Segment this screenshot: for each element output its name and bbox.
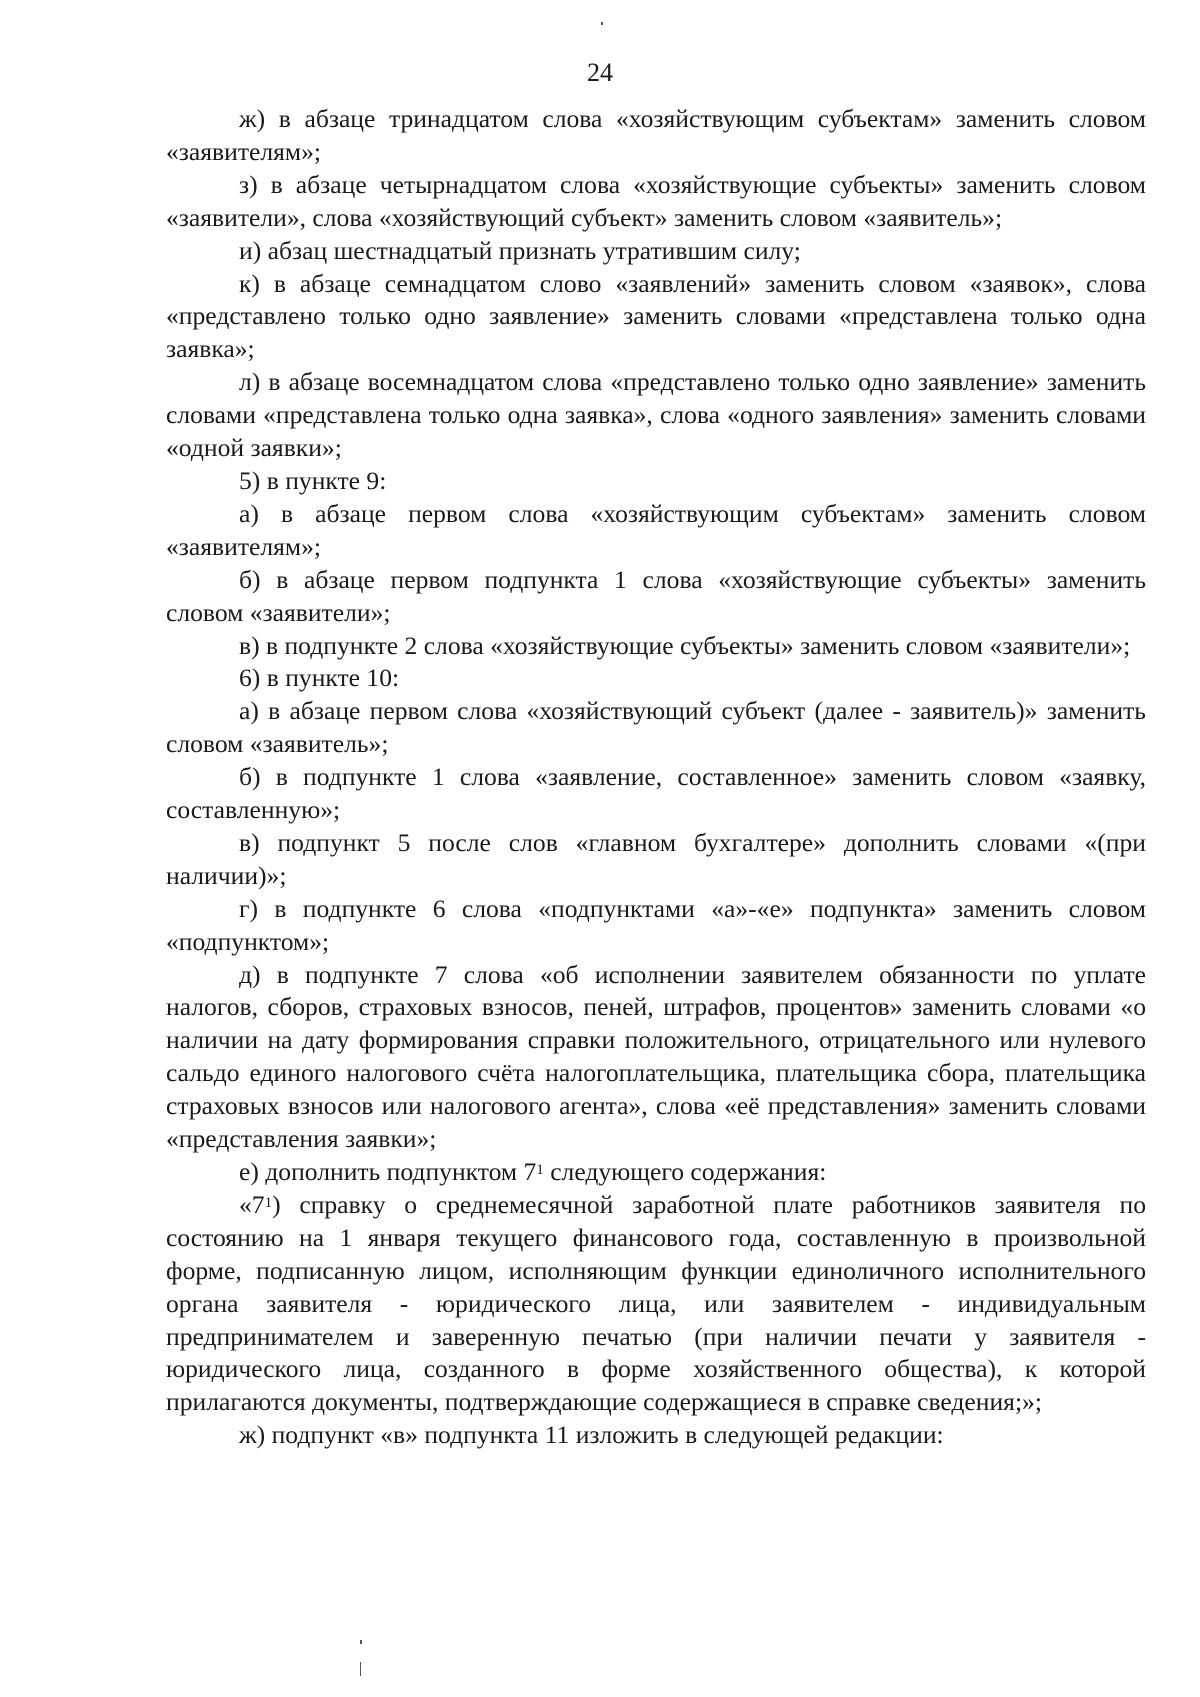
paragraph: ж) в абзаце тринадцатом слова «хозяйствующим субъектам» заменить словом «заявителям»; [166, 104, 1146, 166]
paragraph: а) в абзаце первом слова «хозяйствующий субъект (далее - заявитель)» заменить словом «заявитель»; [166, 696, 1146, 759]
paragraph: в) в подпункте 2 слова «хозяйствующие субъекты» заменить словом «заявители»; [239, 630, 1131, 660]
paragraph-e-text: е) дополнить подпунктом 7 [239, 1157, 537, 1186]
page-number: 24 [587, 58, 613, 87]
paragraph: з) в абзаце четырнадцатом слова «хозяйствующие субъекты» заменить словом «заявители», слова «хозяйствующий субъект» заменить словом «заявитель»; [166, 169, 1146, 232]
scan-mark [601, 22, 603, 25]
paragraph: г) в подпункте 6 слова «подпунктами «а»-«е» подпункта» заменить словом «подпунктом»; [166, 893, 1146, 956]
paragraph: 6) в пункте 10: [239, 663, 400, 693]
paragraph: д) в подпункте 7 слова «об исполнении заявителем обязанности по уплате налогов, сборов, страховых взносов, пеней, штрафов, процентов» заменить словами «о наличии на дату формирования справки положительного, отрицательного или нулевого сальдо единого налогового счёта налогоплательщика, плательщика сбора, плательщика страховых взносов или налогового агента», слова «её представления» заменить словами «представления заявки»; [166, 959, 1146, 1154]
paragraph: б) в абзаце первом подпункта 1 слова «хозяйствующие субъекты» заменить словом «заявители»; [166, 564, 1146, 627]
superscript: 1 [264, 1194, 273, 1211]
quoted-text: ) справку о среднемесячной заработной плате работников заявителя по состоянию на 1 января текущего финансового года, составленную в произвольной форме, подписанную лицом, исполняющим функции единоличного исполнительного органа заявителя - юридического лица, или заявителем - индивидуальным предпринимателем и заверенную печатью (при наличии печати у заявителя - юридического лица, созданного в форме хозяйственного общества), к которой прилагаются документы, подтверждающие содержащиеся в справке сведения;»; [166, 1189, 1146, 1417]
paragraph: и) абзац шестнадцатый признать утратившим силу; [239, 235, 801, 265]
quoted-subparagraph [166, 1189, 1146, 1419]
paragraph-last: ж) подпункт «в» подпункта 11 изложить в следующей редакции: [239, 1420, 944, 1450]
paragraph: к) в абзаце семнадцатом слово «заявлений» заменить словом «заявок», слова «представлено только одно заявление» заменить словами «представлена только одна заявка»; [166, 268, 1146, 364]
paragraph: а) в абзаце первом слова «хозяйствующим субъектам» заменить словом «заявителям»; [166, 498, 1146, 561]
paragraph: 5) в пункте 9: [239, 465, 387, 495]
paragraph: в) подпункт 5 после слов «главном бухгалтере» дополнить словами «(при наличии)»; [166, 827, 1146, 890]
quoted-text-start: «7 [239, 1189, 265, 1219]
scan-mark [360, 1662, 361, 1676]
scan-mark [360, 1640, 362, 1644]
paragraph-e-text-end: следующего содержания: [543, 1157, 827, 1186]
document-body [166, 103, 1146, 1452]
paragraph: б) в подпункте 1 слова «заявление, составленное» заменить словом «заявку, составленную»; [166, 762, 1146, 825]
paragraph: л) в абзаце восемнадцатом слова «представлено только одно заявление» заменить словами «представлена только одна заявка», слова «одного заявления» заменить словами «одной заявки»; [166, 367, 1146, 463]
superscript: 1 [536, 1162, 544, 1178]
paragraph-e [166, 1156, 1146, 1189]
